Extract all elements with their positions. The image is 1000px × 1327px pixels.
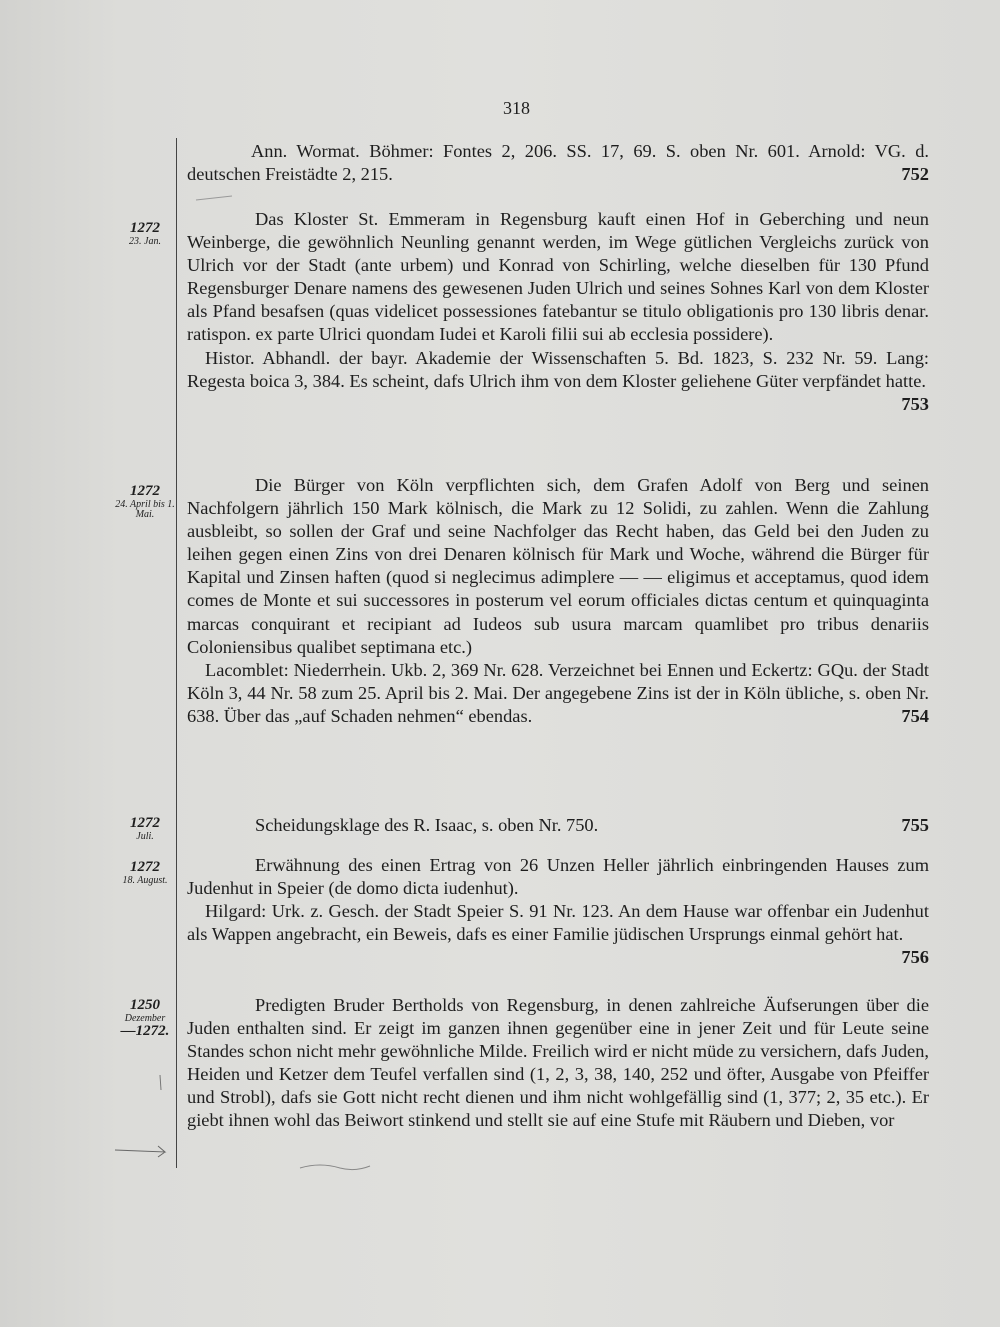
page-number: 318	[503, 98, 530, 118]
date-754: 1272 24. April bis 1. Mai.	[115, 483, 175, 521]
entry-source: Ann. Wormat. Böhmer: Fontes 2, 206. SS. 17, 69. S. oben Nr. 601. Arnold: VG. d. deutschen Freistädte 2, 215. 752	[187, 140, 929, 186]
entry-text: Erwähnung des einen Ertrag von 26 Unzen Heller jährlich einbringenden Hauses zum Judenhut in Speier (de domo dicta iudenhut).	[187, 855, 929, 899]
date-753: 1272 23. Jan.	[129, 220, 161, 247]
date-756: 1272 18. August.	[122, 859, 168, 886]
entry-number: 756	[901, 947, 929, 968]
entry-text: Die Bürger von Köln verpflichten sich, dem Grafen Adolf von Berg und seinen Nachfolgern jährlich 150 Mark kölnisch, die Mark zu 12 Solidi, zu zahlen. Wenn die Zahlung ausbleibt, so sollen der Graf und seine Nachfolger das Recht haben, das Geld bei den Juden zu leihen gegen einen Zins von drei Denaren kölnisch für Mark und Woche, während die Bürger für Kapital und Zinsen haften (quod si neglecimus adimplere — — eligimus et acceptamus, quod idem comes de Monte et sui successores in posterum vel eorum officiales dictas centum et quinquaginta marcas conquirant et recipiant ad Iudeos sub usura marcam quamlibet pro tribus denariis Coloniensibus qualibet septimana etc.)	[187, 475, 929, 657]
entry-text: Scheidungsklage des R. Isaac, s. oben Nr. 750. 755	[187, 814, 929, 837]
entry-number: 755	[901, 815, 929, 835]
entry-number: 754	[901, 705, 929, 726]
entry-text: Predigten Bruder Bertholds von Regensburg, in denen zahlreiche Äufserungen über die Juden enthalten sind. Er zeigt im ganzen ihnen gegenüber eine in jener Zeit und für Leute seine Standes schon nicht mehr gewöhnliche Milde. Freilich wird er nicht müde zu versichern, dafs Juden, Heiden und Ketzer dem Teufel verfallen sind (1, 2, 3, 38, 140, 252 und öfter, Ausgabe von Pfeiffer und Strobl), dafs sie Gott nicht recht dienen und ihm nicht wohlgefällig sind (1, 377; 2, 35 etc.). Er giebt ihnen wohl das Beiwort stinkend und stellt sie auf eine Stufe mit Räubern und Dieben, vor	[187, 995, 929, 1131]
entry-number: 752	[901, 164, 929, 185]
entry-number: 753	[901, 393, 929, 414]
entry-text: Das Kloster St. Emmeram in Regensburg kauft einen Hof in Geberching und neun Weinberge, die gewöhnlich Neunling genannt werden, im Wege gütlichen Vergleichs zurück von Ulrich vor der Stadt (ante urbem) und Konrad von Schirling, welche dieselben für 130 Pfund Regensburger Denare namens des gewesenen Juden Ulrich und seines Sohnes Karl von dem Kloster als Pfand besafsen (quas videlicet possessiones fatebantur se titulo obligationis pro 130 libris denar. ratispon. ex parte Ulrici quondam Iudei et Karoli filii sui ab ecclesia possidere).	[187, 209, 929, 345]
entry-source: Hilgard: Urk. z. Gesch. der Stadt Speier S. 91 Nr. 123. An dem Hause war offenbar ein Judenhut als Wappen angebracht, ein Beweis, dafs es einer Familie jüdischen Ursprungs einmal gehört hat. 756	[187, 900, 929, 946]
date-757: 1250 Dezember —1272.	[120, 997, 170, 1040]
date-755: 1272 Juli.	[130, 815, 160, 842]
entry-source: Lacomblet: Niederrhein. Ukb. 2, 369 Nr. 628. Verzeichnet bei Ennen und Eckertz: GQu. der Stadt Köln 3, 44 Nr. 58 zum 25. April bis 2. Mai. Der angegebene Zins ist der in Köln übliche, s. oben Nr. 638. Über das „auf Schaden nehmen“ ebendas. 754	[187, 659, 929, 728]
entry-source: Histor. Abhandl. der bayr. Akademie der Wissenschaften 5. Bd. 1823, S. 232 Nr. 59. Lang: Regesta boica 3, 384. Es scheint, dafs Ulrich ihm von dem Kloster geliehene Güter verpfändet hatte. 753	[187, 347, 929, 393]
